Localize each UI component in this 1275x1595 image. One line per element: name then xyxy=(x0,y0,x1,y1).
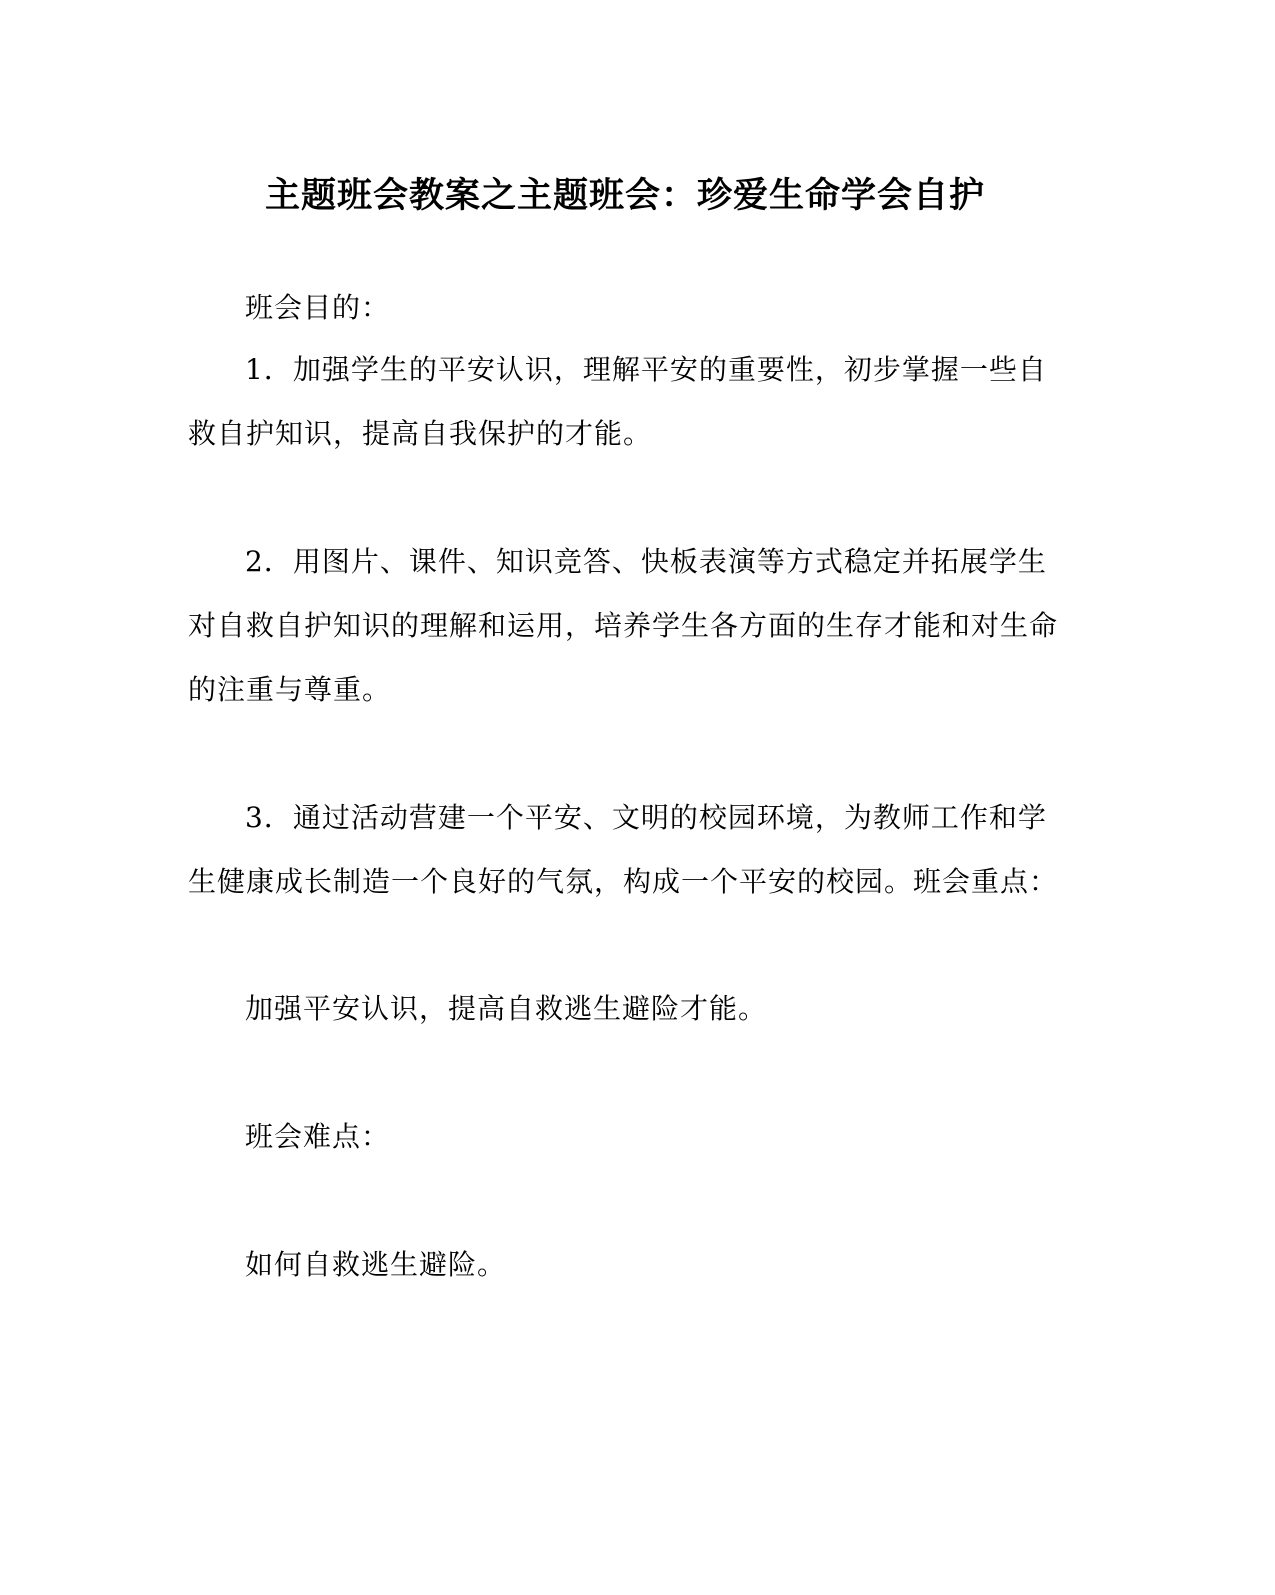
document-title: 主题班会教案之主题班会：珍爱生命学会自护 xyxy=(264,175,985,216)
paragraph-key-point: 加强平安认识，提高自救逃生避险才能。 xyxy=(245,992,768,1025)
paragraph-objective-2: 2．用图片、课件、知识竞答、快板表演等方式稳定并拓展学生对自救自护知识的理解和运用，培养学生各方面的生存才能和对生命的注重与尊重。 xyxy=(188,545,1059,706)
paragraph-objective-heading: 班会目的： xyxy=(245,291,391,324)
paragraph-difficulty-heading: 班会难点： xyxy=(245,1120,391,1153)
paragraph-difficulty: 如何自救逃生避险。 xyxy=(245,1248,507,1281)
paragraph-objective-1: 1．加强学生的平安认识，理解平安的重要性，初步掌握一些自救自护知识，提高自我保护的才能。 xyxy=(188,353,1047,450)
paragraph-objective-3: 3．通过活动营建一个平安、文明的校园环境，为教师工作和学生健康成长制造一个良好的气氛，构成一个平安的校园。班会重点： xyxy=(188,801,1059,898)
